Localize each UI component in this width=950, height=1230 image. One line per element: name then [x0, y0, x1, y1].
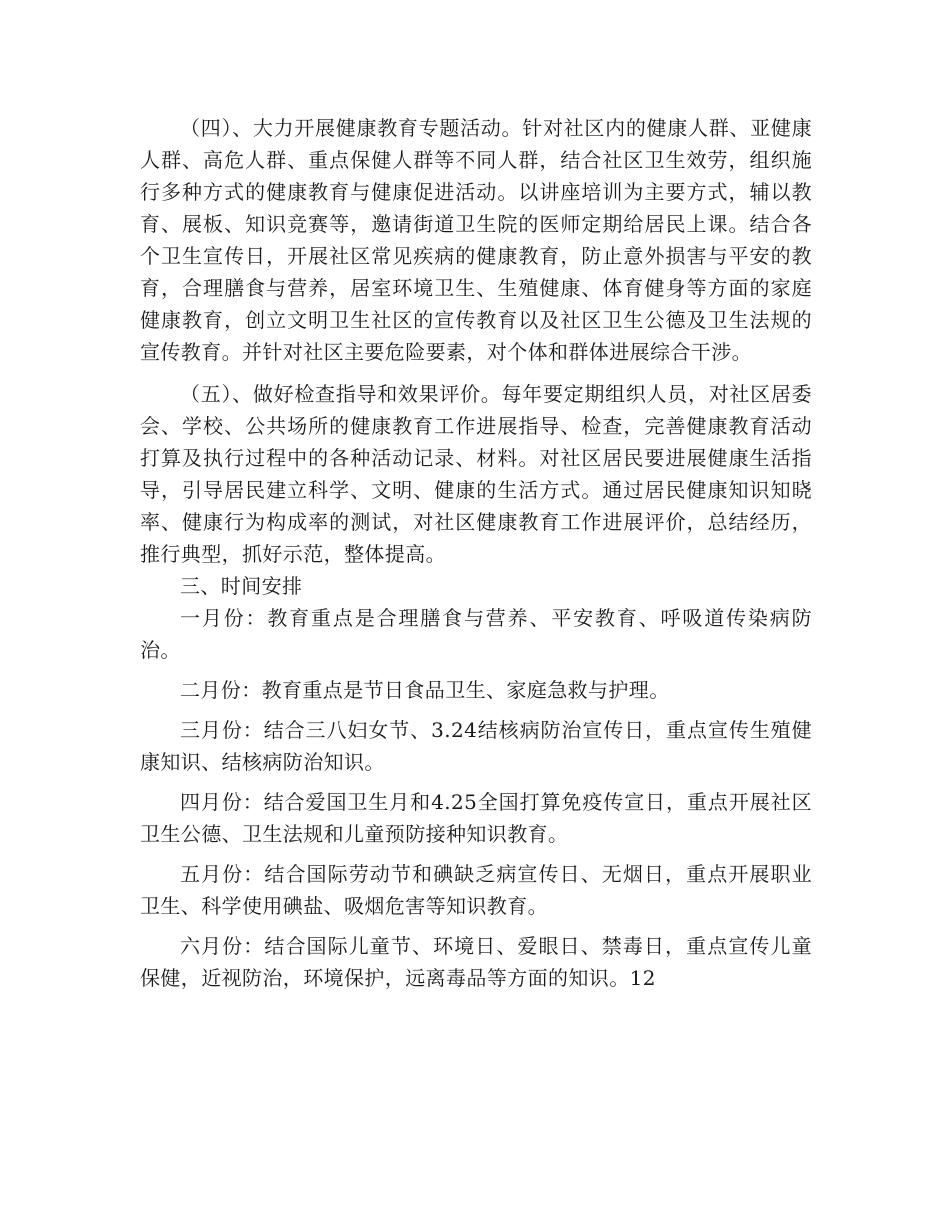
paragraph-may: 五月份：结合国际劳动节和碘缺乏病宣传日、无烟日，重点开展职业卫生、科学使用碘盐、吸烟危害等知识教育。	[140, 862, 812, 918]
paragraph-june: 六月份：结合国际儿童节、环境日、爱眼日、禁毒日，重点宣传儿童保健，近视防治，环境保护，远离毒品等方面的知识。12	[140, 934, 812, 990]
paragraph-april: 四月份：结合爱国卫生月和4.25全国打算免疫传宣日，重点开展社区卫生公德、卫生法规和儿童预防接种知识教育。	[140, 790, 812, 846]
paragraph-february: 二月份：教育重点是节日食品卫生、家庭急救与护理。	[180, 678, 670, 702]
paragraph-health-education-activities: （四）、大力开展健康教育专题活动。针对社区内的健康人群、亚健康人群、高危人群、重点保健人群等不同人群，结合社区卫生效劳，组织施行多种方式的健康教育与健康促进活动。以讲座培训为主要方式，辅以教育、展板、知识竞赛等，邀请街道卫生院的医师定期给居民上课。结合各个卫生宣传日，开展社区常见疾病的健康教育，防止意外损害与平安的教育，合理膳食与营养，居室环境卫生、生殖健康、体育健身等方面的家庭健康教育，创立文明卫生社区的宣传教育以及社区卫生公德及卫生法规的宣传教育。并针对社区主要危险要素，对个体和群体进展综合干涉。	[140, 116, 812, 364]
paragraph-inspection-evaluation: （五）、做好检查指导和效果评价。每年要定期组织人员，对社区居委会、学校、公共场所的健康教育工作进展指导、检查，完善健康教育活动打算及执行过程中的各种活动记录、材料。对社区居民要进展健康生活指导，引导居民建立科学、文明、健康的生活方式。通过居民健康知识知晓率、健康行为构成率的测试，对社区健康教育工作进展评价，总结经历，推行典型，抓好示范，整体提高。	[140, 382, 812, 566]
paragraph-march: 三月份：结合三八妇女节、3.24结核病防治宣传日，重点宣传生殖健康知识、结核病防治知识。	[140, 718, 812, 774]
section-heading-schedule: 三、时间安排	[180, 574, 303, 598]
paragraph-january: 一月份：教育重点是合理膳食与营养、平安教育、呼吸道传染病防治。	[140, 606, 812, 662]
document-page	[140, 112, 812, 994]
